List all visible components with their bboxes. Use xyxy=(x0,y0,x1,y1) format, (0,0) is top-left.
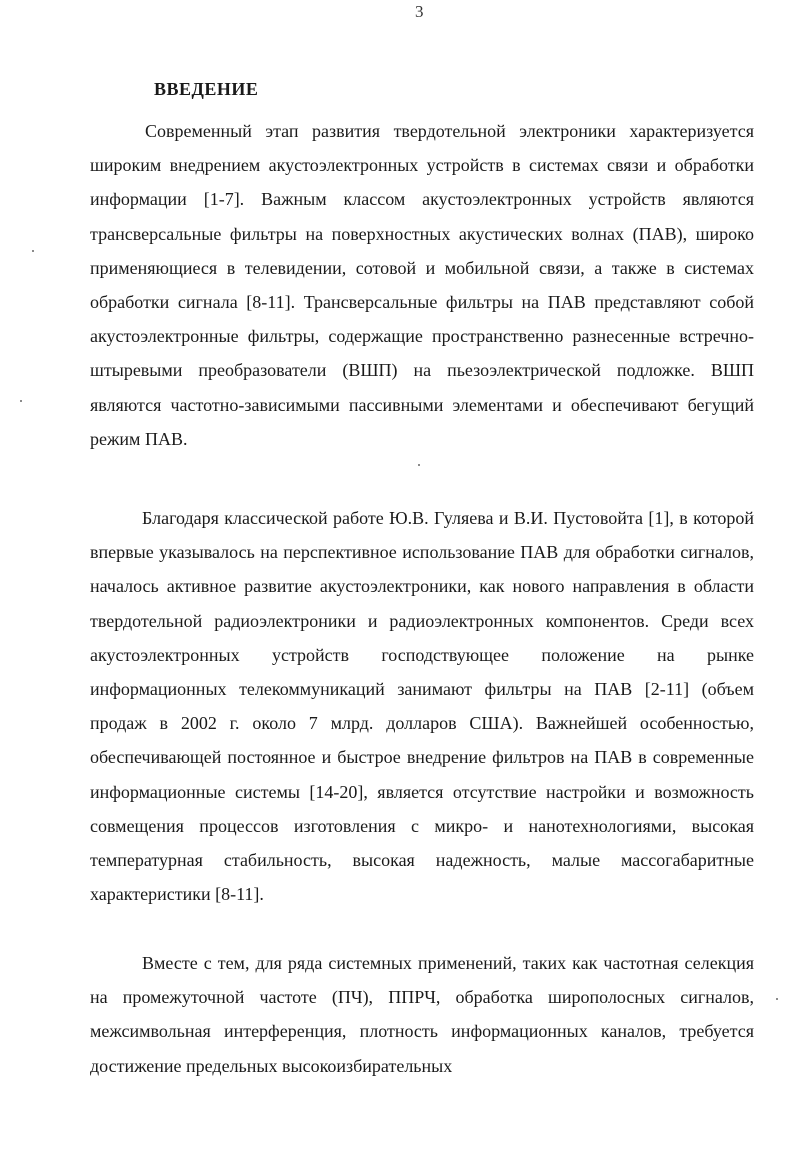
body-text-3 xyxy=(90,946,754,1083)
body-text xyxy=(90,114,754,456)
page-number: 3 xyxy=(415,2,424,21)
scan-speck xyxy=(418,464,420,466)
scan-speck xyxy=(32,250,34,252)
scan-speck xyxy=(20,400,22,402)
scan-speck xyxy=(776,998,778,1000)
paragraph-history: Благодаря классической работе Ю.В. Гуляева и В.И. Пустовойта [1], в которой впервые указывалось на перспективное использование ПАВ для обработки сигналов, началось активное развитие акустоэлектроники, как нового направления в области твердотельной радиоэлектроники и радиоэлектронных компонентов. Среди всех акустоэлектронных устройств господствующее положение на рынке информационных телекоммуникаций занимают фильтры на ПАВ [2-11] (объем продаж в 2002 г. около 7 млрд. долларов США). Важнейшей особенностью, обеспечивающей постоянное и быстрое внедрение фильтров на ПАВ в современные информационные системы [14-20], является отсутствие настройки и возможность совмещения процессов изготовления с микро- и нанотехнологиями, высокая температурная стабильность, высокая надежность, малые массогабаритные характеристики [8-11]. xyxy=(90,508,754,905)
body-text-2 xyxy=(90,501,754,911)
paragraph-intro: Современный этап развития твердотельной электроники характеризуется широким внедрением акустоэлектронных устройств в системах связи и обработки информации [1-7]. Важным классом акустоэлектронных устройств являются трансверсальные фильтры на поверхностных акустических волнах (ПАВ), широко применяющиеся в телевидении, сотовой и мобильной связи, а также в системах обработки сигнала [8-11]. Трансверсальные фильтры на ПАВ представляют собой акустоэлектронные фильтры, содержащие пространственно разнесенные встречно-штыревыми преобразователи (ВШП) на пьезоэлектрической подложке. ВШП являются частотно-зависимыми пассивными элементами и обеспечивают бегущий режим ПАВ. xyxy=(90,121,754,449)
paragraph-applications: Вместе с тем, для ряда системных применений, таких как частотная селекция на промежуточной частоте (ПЧ), ППРЧ, обработка широполосных сигналов, межсимвольная интерференция, плотность информационных каналов, требуется достижение предельных высокоизбирательных xyxy=(90,953,754,1076)
section-heading: ВВЕДЕНИЕ xyxy=(154,79,259,99)
